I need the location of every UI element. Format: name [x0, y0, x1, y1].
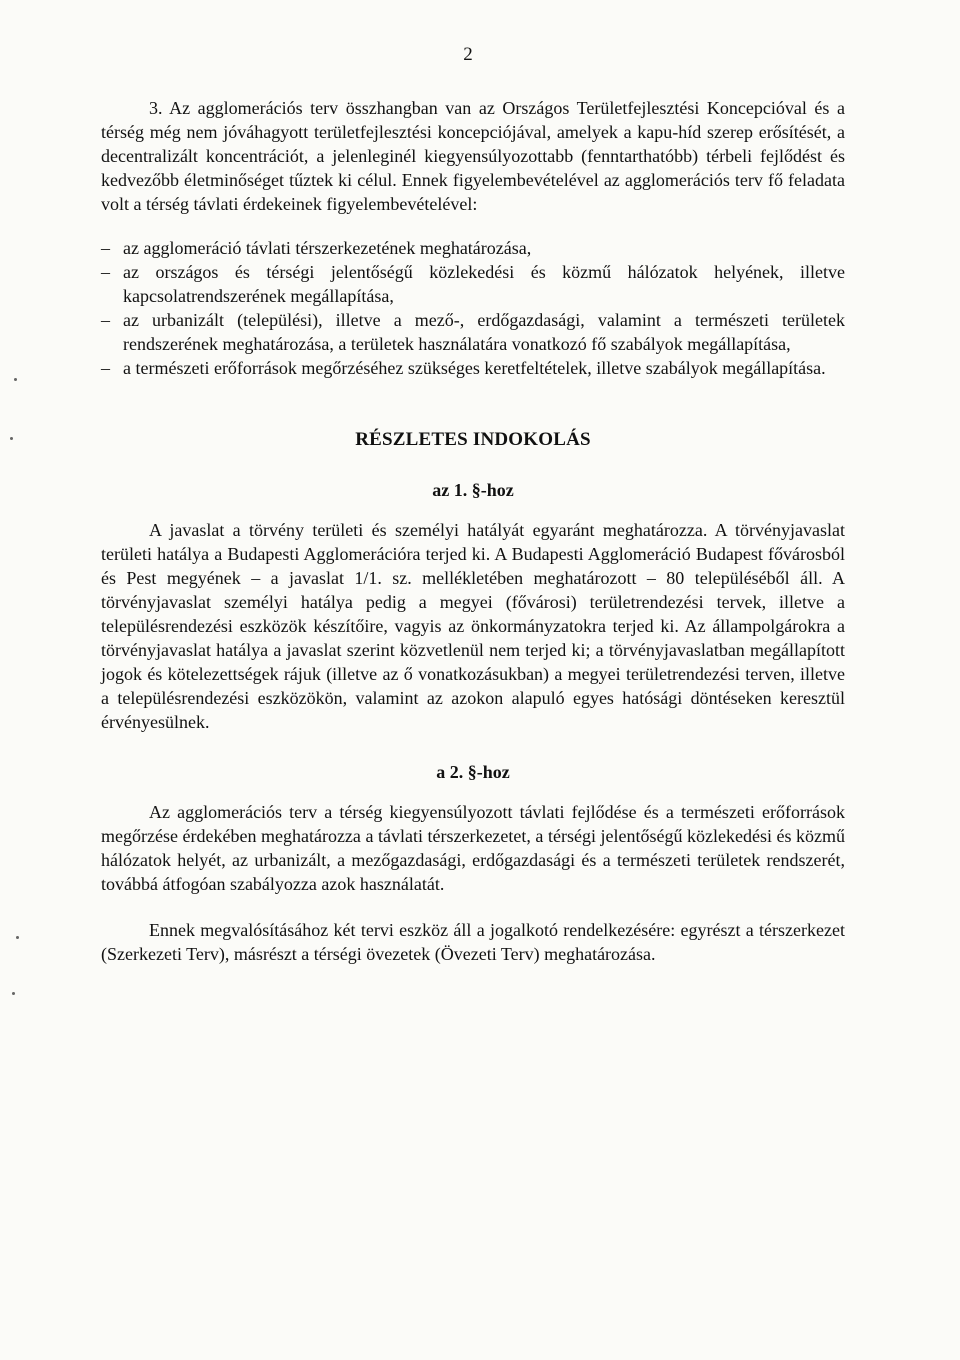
list-item: – a természeti erőforrások megőrzéséhez szükséges keretfeltételek, illetve szabályok megállapítása.	[101, 356, 845, 380]
subheading-section-1: az 1. §-hoz	[432, 480, 514, 500]
section-2-paragraph-2: Ennek megvalósításához két tervi eszköz áll a jogalkotó rendelkezésére: egyrészt a térszerkezet (Szerkezeti Terv), másrészt a térségi övezetek (Övezeti Terv) meghatározása.	[101, 920, 845, 964]
section-heading: RÉSZLETES INDOKOLÁS	[355, 429, 591, 450]
list-item: – az urbanizált (települési), illetve a mező-, erdőgazdasági, valamint a természeti területek rendszerének meghatározása, a területek használatára vonatkozó fő szabályok megállapítása,	[101, 308, 845, 356]
list-item: – az agglomeráció távlati térszerkezetének meghatározása,	[101, 236, 845, 260]
section-1-paragraph: A javaslat a törvény területi és személyi hatályát egyaránt meghatározza. A törvényjavaslat területi hatálya a Budapesti Agglomerációra terjed ki. A Budapesti Agglomeráció Budapest fővárosból és Pest megyének – a javaslat 1/1. sz. mellékletében meghatározott – 80 településéből áll. A törvényjavaslat személyi hatálya pedig a megyei (fővárosi) területrendezési tervek, illetve a településrendezési eszközök készítőire, vagyis az önkormányzatokra terjed ki. Az állampolgárokra a törvényjavaslat hatálya a javaslat szerint közvetlenül nem terjed ki; a törvényjavaslatban megállapított jogok és kötelezettségek rájuk (illetve az ő vonatkozásukban) a megyei területrendezési terven, illetve a településrendezési eszközökön, valamint az azokon alapuló egyes hatósági döntéseken keresztül érvényesülnek.	[101, 520, 845, 732]
document-body	[101, 96, 845, 966]
scan-speck	[10, 437, 13, 440]
subheading-section-2: a 2. §-hoz	[436, 762, 510, 782]
section-3-list	[101, 236, 845, 380]
list-item: – az országos és térségi jelentőségű közlekedési és közmű hálózatok helyének, illetve kapcsolatrendszerének megállapítása,	[101, 260, 845, 308]
section-2-paragraph-1: Az agglomerációs terv a térség kiegyensúlyozott távlati fejlődése és a természeti erőforrások megőrzése érdekében meghatározza a távlati térszerkezetet, a térségi jelentőségű közlekedési és közmű hálózatok helyét, az urbanizált, a mezőgazdasági, erdőgazdasági és a természeti területek rendszerét, továbbá átfogóan szabályozza azok használatát.	[101, 802, 845, 894]
section-3-intro: 3. Az agglomerációs terv összhangban van az Országos Területfejlesztési Koncepcióval és a térség még nem jóváhagyott területfejlesztési koncepciójával, amelyek a kapu-híd szerep erősítését, a decentralizált koncentrációt, a jelenleginél kiegyensúlyozottabb (fenntarthatóbb) térbeli fejlődést és kedvezőbb életminőséget tűztek ki célul. Ennek figyelembevételével az agglomerációs terv fő feladata volt a térség távlati érdekeinek figyelembevételével:	[101, 98, 845, 214]
scan-speck	[14, 378, 17, 381]
scan-speck	[12, 992, 15, 995]
page-number: 2	[463, 44, 473, 65]
scan-speck	[16, 936, 19, 939]
paragraph-gap	[101, 896, 845, 918]
